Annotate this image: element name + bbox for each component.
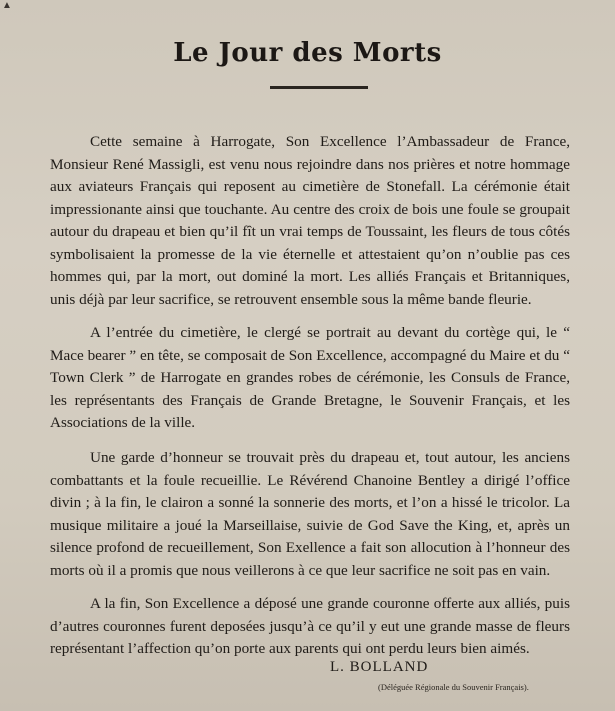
document-title: Le Jour des Morts [173, 38, 442, 68]
paragraph-3: Une garde d’honneur se trouvait près du drapeau et, tout autour, les anciens combattants et la foule recueillie. Le Révérend Chanoine Bentley a dirigé l’office divin ; à la fin, le clairon a sonné la sonnerie des morts, et l’on a hissé le tricolor. La musique militaire a joué la Marseillaise, suivie de God Save the King, et, après un silence profond de recueillement, Son Exellence a fait son allocution à l’honneur des morts où il a promis que nous veillerons à ce que leur sacrifice ne soit pas en vain. [50, 449, 570, 579]
signature-role: (Déléguée Régionale du Souvenir Français). [378, 682, 529, 692]
paragraph-4: A la fin, Son Excellence a déposé une grande couronne offerte aux alliés, puis d’autres couronnes furent deposées jusqu’à ce qu’il y eut une grande masse de fleurs représentant l’affection qu’on porte aux parents qui ont perdu leurs bien aimés. [50, 595, 570, 658]
corner-mark: ▲ [2, 0, 12, 11]
signature-name: L. BOLLAND [330, 659, 429, 675]
paragraph-1: Cette semaine à Harrogate, Son Excellence l’Ambassadeur de France, Monsieur René Massigli, est venu nous rejoindre dans nos prières et notre hommage aux aviateurs Français qui reposent au cimetière de Stonefall. La cérémonie était impressionante ainsi que touchante. Au centre des croix de bois une foule se groupait autour du drapeau et bien qu’il fît un vrai temps de Toussaint, les fleurs de tous côtés symbolisaient la promesse de la vie éternelle et attestaient qu’on n’oublie pas ces hommes qui, par la mort, out dominé la mort. Les alliés Français et Britanniques, unis déjà par leur sacrifice, se retrouvent ensemble sous la même bande fleurie. [50, 133, 570, 308]
title-underline [270, 86, 368, 89]
paragraph-2: A l’entrée du cimetière, le clergé se portrait au devant du cortège qui, le “ Mace bearer ” en tête, se composait de Son Excellence, accompagné du Maire et du “ Town Clerk ” de Harrogate en grandes robes de cérémonie, les Consuls de France, les représentants des Français de Grande Bretagne, le Souvenir Français, et les Associations de la ville. [50, 324, 570, 432]
